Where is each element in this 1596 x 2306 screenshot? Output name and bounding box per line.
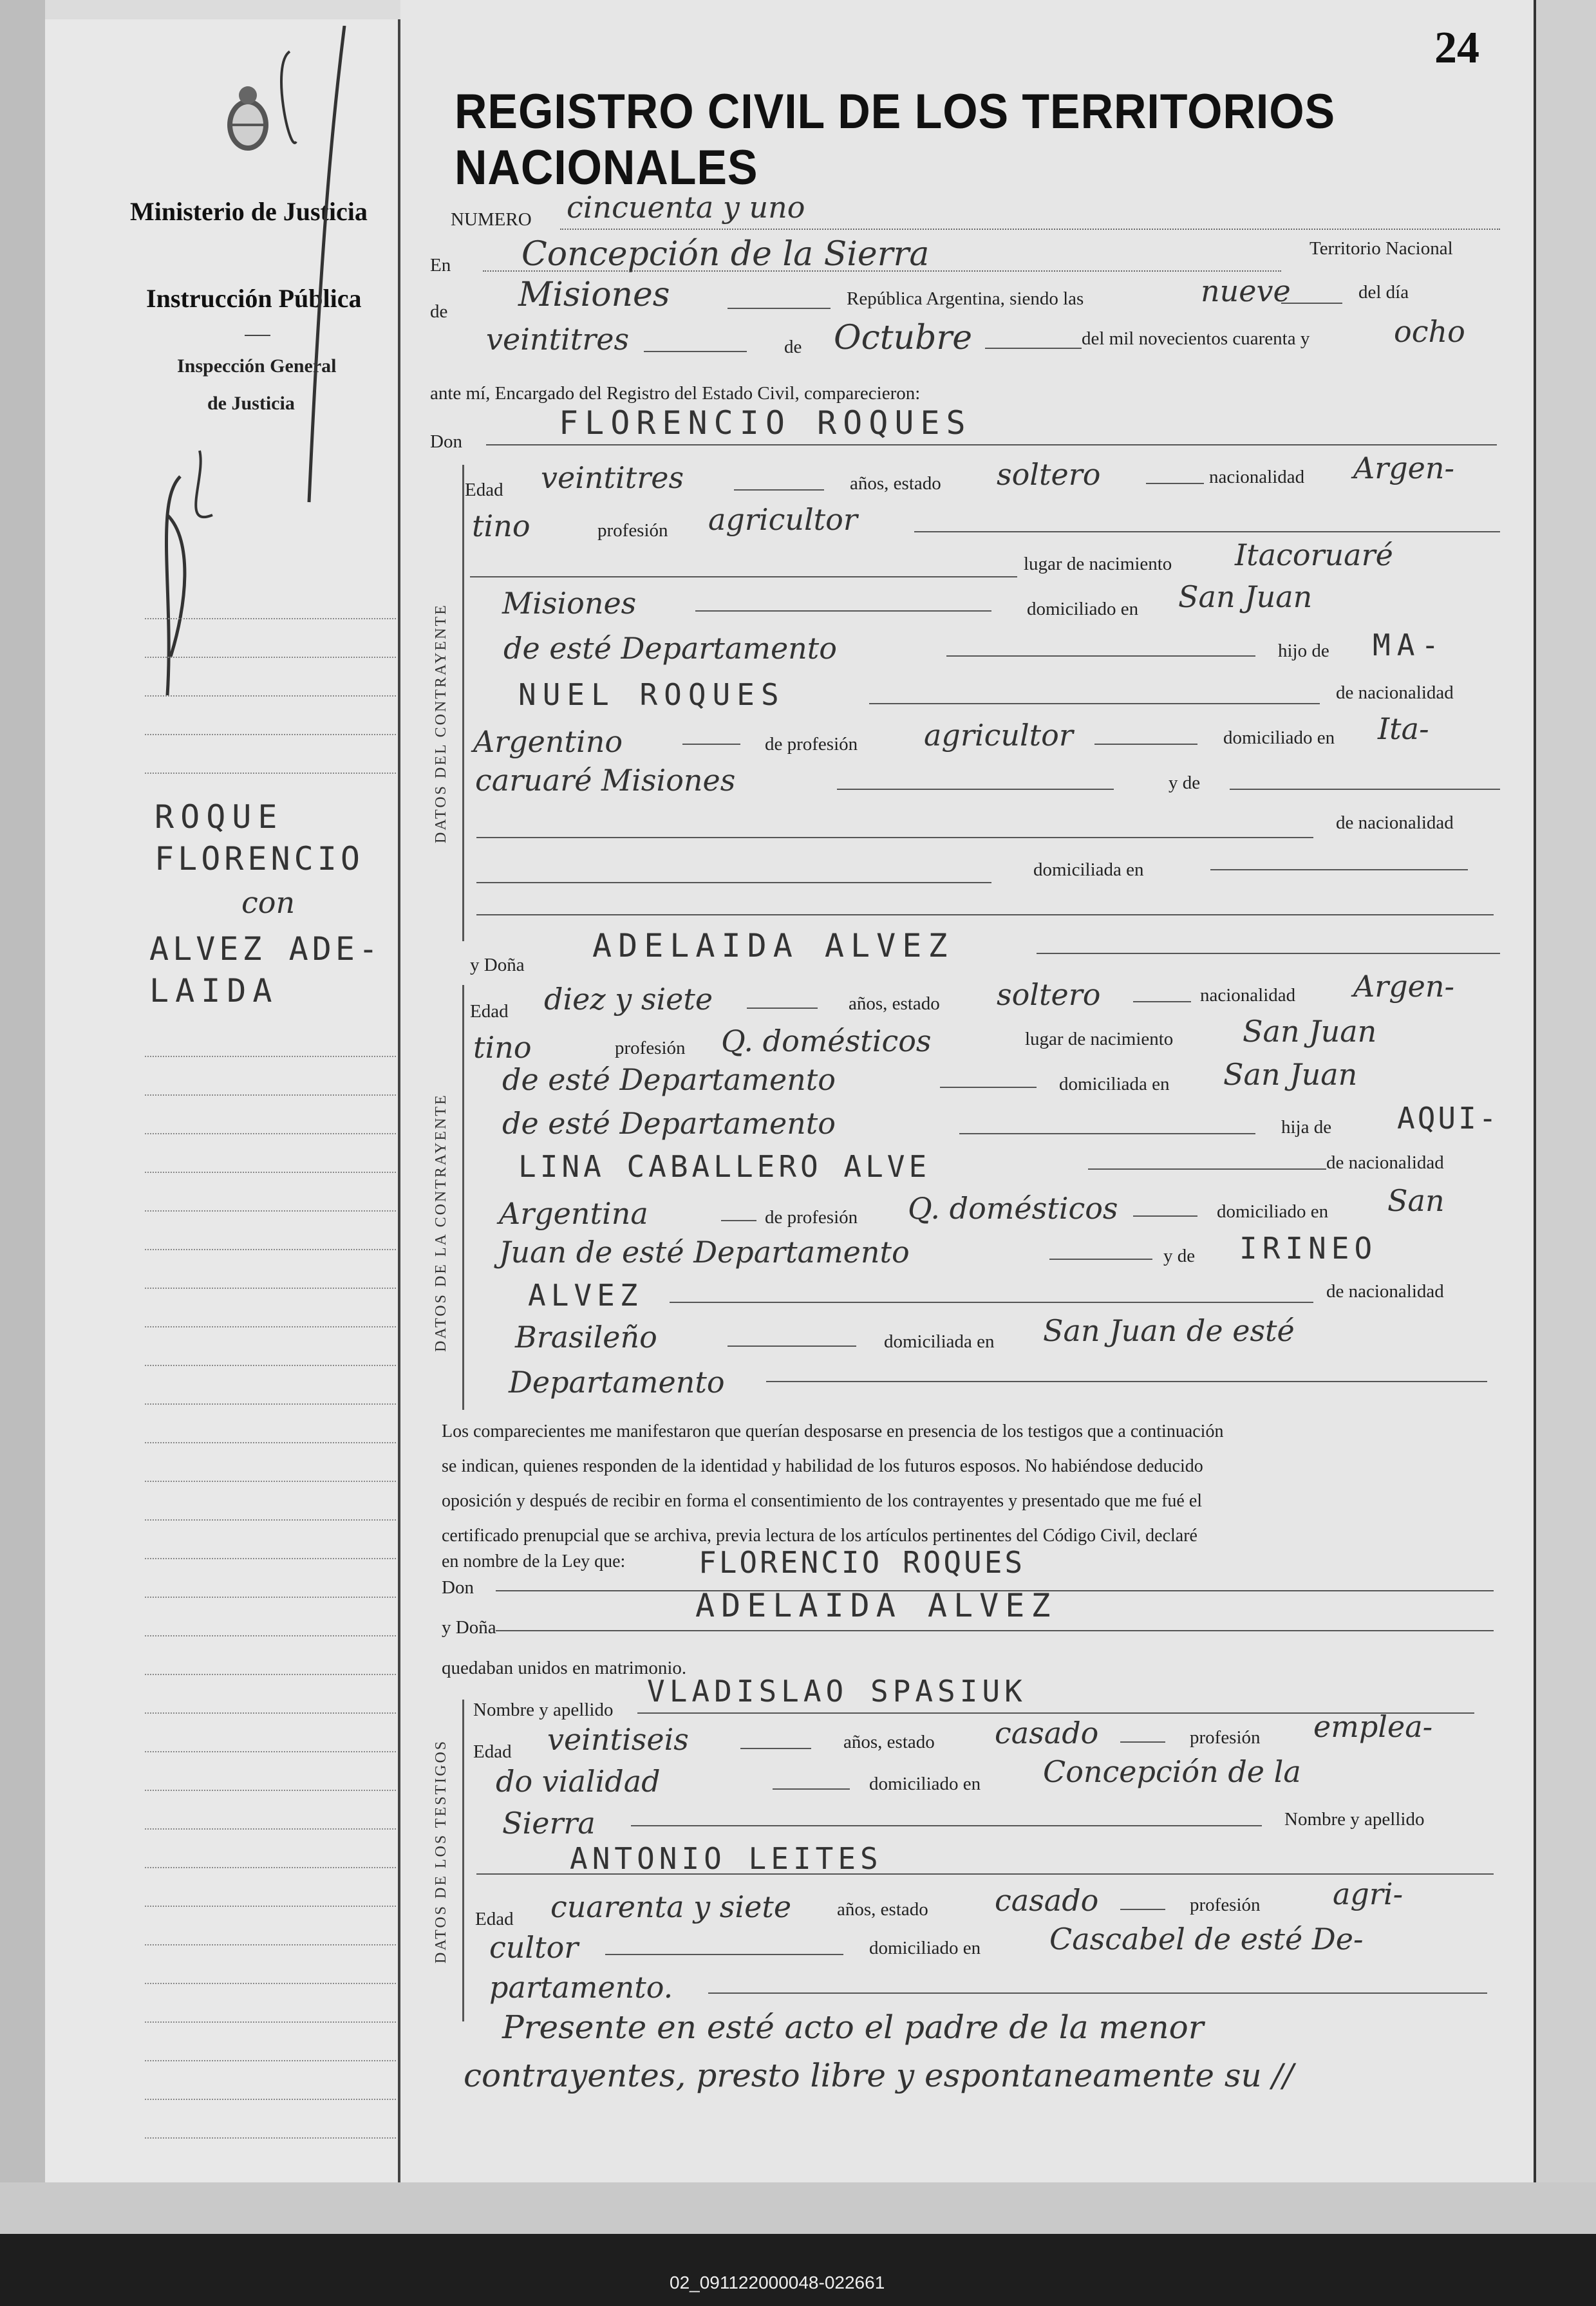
en-label: En xyxy=(430,255,451,276)
margin-line xyxy=(145,1172,396,1173)
declaration-line5: en nombre de la Ley que: xyxy=(442,1551,626,1571)
margin-line xyxy=(145,773,396,774)
contrayente-nac-label: nacionalidad xyxy=(1209,467,1305,487)
contrayente-padre-prof: agricultor xyxy=(924,718,1073,753)
declaration-don-label: Don xyxy=(442,1577,474,1598)
testigo1-nombre-label: Nombre y apellido xyxy=(473,1700,614,1720)
republica-label: República Argentina, siendo las xyxy=(847,288,1084,309)
contrayente-y-de-label: y de xyxy=(1169,773,1201,793)
testigo1-dom-label: domiciliado en xyxy=(869,1774,981,1794)
contrayenta-madre-prof: Q. domésticos xyxy=(908,1191,1118,1226)
anio-value: ocho xyxy=(1394,314,1465,349)
contrayente-lugar-b: Misiones xyxy=(502,586,637,621)
contrayenta-madre-nac-line xyxy=(721,1220,756,1221)
declaration-don: FLORENCIO ROQUES xyxy=(699,1545,1026,1580)
margin-line xyxy=(145,1210,396,1212)
contrayente-madre-nac-label: de nacionalidad xyxy=(1336,812,1454,833)
contrayente-nac-b: tino xyxy=(472,509,530,543)
contrayente-edad: veintitres xyxy=(541,460,684,495)
numero-label: NUMERO xyxy=(451,209,532,230)
contrayenta-edad-line xyxy=(747,1008,818,1009)
contrayente-padre-nac: Argentino xyxy=(473,724,623,759)
testigo2-estado: casado xyxy=(995,1883,1099,1918)
declaration-closing: quedaban unidos en matrimonio. xyxy=(442,1658,687,1678)
padre-dom-b-line xyxy=(837,789,1114,790)
testigo2-dom-b: partamento. xyxy=(489,1970,673,2005)
testigo2-anios-label: años, estado xyxy=(837,1899,928,1920)
page-number: 24 xyxy=(1434,23,1479,73)
contrayente-de-prof-label: de profesión xyxy=(765,734,858,755)
contrayente-padre-b: NUEL ROQUES xyxy=(518,677,785,712)
margin-line xyxy=(145,1712,396,1714)
contrayente-profesion: agricultor xyxy=(708,502,858,537)
dia-line xyxy=(644,351,747,352)
del-dia-label: del día xyxy=(1358,282,1409,303)
margin-line xyxy=(145,1828,396,1830)
declaration-line4: certificado prenupcial que se archiva, previa lectura de los artículos pertinentes del Código Civil, declaré xyxy=(442,1526,1197,1546)
margin-line xyxy=(145,1597,396,1598)
contrayenta-madre-dom-a: San xyxy=(1387,1183,1445,1218)
testigo1-prof-b: do vialidad xyxy=(496,1764,661,1799)
page-title: REGISTRO CIVIL DE LOS TERRITORIOS NACIONALES xyxy=(455,84,1336,195)
testigo2-prof-b: cultor xyxy=(489,1930,579,1965)
testigo1-estado-line xyxy=(1120,1741,1165,1743)
contrayente-nac-a: Argen- xyxy=(1353,451,1455,485)
margin-line xyxy=(145,1249,396,1250)
contrayenta-lugar-b-line xyxy=(940,1087,1037,1088)
testigo1-edad-label: Edad xyxy=(473,1741,512,1762)
testigo1-prof-a: emplea- xyxy=(1313,1709,1433,1744)
ante-mi-text: ante mí, Encargado del Registro del Estado Civil, comparecieron: xyxy=(430,383,921,404)
contrayenta-estado-line xyxy=(1133,1001,1191,1002)
padre-prof-line xyxy=(1094,744,1197,745)
contrayenta-padre-dom-b: Departamento xyxy=(509,1365,725,1400)
contrayente-edad-label: Edad xyxy=(465,480,503,500)
testigo2-edad: cuarenta y siete xyxy=(550,1889,792,1924)
contrayente-de-nac-label: de nacionalidad xyxy=(1336,682,1454,703)
contrayente-prof-label: profesión xyxy=(597,520,668,541)
margin-line xyxy=(145,1983,396,1984)
testigo1-edad-line xyxy=(740,1748,811,1749)
margin-line xyxy=(145,1790,396,1791)
hora-line xyxy=(1281,303,1342,304)
padre-b-line xyxy=(869,703,1320,704)
testigo2-edad-label: Edad xyxy=(475,1909,514,1929)
contrayenta-padre-nac-label: de nacionalidad xyxy=(1326,1281,1444,1302)
contrayenta-madre-a: AQUI- xyxy=(1397,1101,1499,1136)
margin-line xyxy=(145,1365,396,1366)
mes-line xyxy=(985,348,1082,349)
testigo1-prof-b-line xyxy=(773,1788,850,1790)
contrayenta-padre-nac: Brasileño xyxy=(515,1320,657,1355)
footer-bar xyxy=(0,2234,1596,2306)
contrayenta-dom-a: San Juan xyxy=(1223,1057,1358,1092)
profesion-line xyxy=(914,531,1500,532)
contrayenta-nombre: ADELAIDA ALVEZ xyxy=(592,927,954,964)
lugar-value: Concepción de la Sierra xyxy=(521,235,930,274)
right-edge xyxy=(1536,0,1596,2234)
contrayenta-de-prof-label: de profesión xyxy=(765,1207,858,1228)
contrayente-dom-label: domiciliado en xyxy=(1027,599,1139,619)
de-label: de xyxy=(430,301,448,322)
madre-dom-blank xyxy=(476,882,991,883)
contrayenta-madre-b-line xyxy=(1088,1168,1326,1170)
declaration-line3: oposición y después de recibir en forma el consentimiento de los contrayentes y presentado que me fué el xyxy=(442,1491,1203,1511)
contrayente-dom-b: de esté Departamento xyxy=(503,631,837,666)
testigo1-edad: veintiseis xyxy=(547,1722,689,1757)
contrayenta-padre-b: ALVEZ xyxy=(528,1278,643,1313)
contrayente-hijo-label: hijo de xyxy=(1278,641,1329,661)
contrayente-bracket xyxy=(462,465,471,941)
contrayenta-dom-b: de esté Departamento xyxy=(502,1106,836,1141)
contrayenta-lugar-label: lugar de nacimiento xyxy=(1025,1029,1174,1049)
estado-line xyxy=(1146,483,1204,484)
contrayente-dom-a: San Juan xyxy=(1178,579,1313,614)
ministry-line1: Ministerio de Justicia xyxy=(130,197,368,226)
margin-note-line2: FLORENCIO xyxy=(155,840,364,877)
declaration-dona-label: y Doña xyxy=(442,1617,496,1638)
blank-line xyxy=(470,576,1017,577)
margin-line xyxy=(145,1133,396,1134)
territorio-value: Misiones xyxy=(518,276,670,314)
territorio-label: Territorio Nacional xyxy=(1310,238,1453,259)
contrayenta-edad-label: Edad xyxy=(470,1001,509,1022)
margin-line xyxy=(145,1944,396,1945)
territorio-line xyxy=(728,308,831,309)
testigo2-prof-label: profesión xyxy=(1190,1895,1261,1915)
testigo2-dom-a: Cascabel de esté De- xyxy=(1049,1922,1364,1956)
contrayenta-madre-dom-b: Juan de esté Departamento xyxy=(499,1235,910,1270)
contrayenta-madre-dom-b-line xyxy=(1049,1259,1152,1260)
edad-line xyxy=(734,489,824,491)
margin-note-line1: ROQUE xyxy=(155,798,284,836)
contrayenta-madre-prof-line xyxy=(1133,1215,1197,1217)
margin-line xyxy=(145,1906,396,1907)
contrayenta-de-nac-label: de nacionalidad xyxy=(1326,1152,1444,1173)
contrayente-padre-dom-label: domiciliado en xyxy=(1223,727,1335,748)
testigo2-prof-b-line xyxy=(605,1954,843,1955)
margin-line xyxy=(145,1751,396,1752)
hora-value: nueve xyxy=(1201,274,1291,308)
contrayenta-lugar-a: San Juan xyxy=(1243,1014,1377,1049)
contrayenta-nac-b: tino xyxy=(473,1030,532,1065)
declaration-line1: Los comparecientes me manifestaron que querían desposarse en presencia de los testigos que a continuación xyxy=(442,1421,1224,1441)
declaration-dona: ADELAIDA ALVEZ xyxy=(695,1587,1057,1624)
contrayenta-prof-label: profesión xyxy=(615,1038,686,1058)
contrayente-lugar-label: lugar de nacimiento xyxy=(1024,554,1172,574)
contrayenta-bracket xyxy=(462,985,471,1410)
contrayente-madre-dom-label: domiciliada en xyxy=(1033,859,1144,880)
testigos-bracket xyxy=(462,1700,471,2021)
anio-label: del mil novecientos cuarenta y xyxy=(1082,328,1310,349)
lugar-line xyxy=(483,270,1281,272)
de-mes-label: de xyxy=(784,337,802,357)
dia-value: veintitres xyxy=(486,322,630,357)
margin-line xyxy=(145,2060,396,2061)
contrayenta-padre-b-line xyxy=(670,1302,1313,1303)
contrayente-nombre-line xyxy=(486,444,1497,445)
testigo2-nombre: ANTONIO LEITES xyxy=(570,1841,883,1876)
contrayente-lugar-a: Itacoruaré xyxy=(1235,538,1393,572)
margin-line xyxy=(145,1056,396,1057)
testigo1-anios-label: años, estado xyxy=(843,1732,935,1752)
lugar-b-line xyxy=(695,610,991,612)
madre-nac-blank xyxy=(476,837,1313,838)
contrayenta-nac-label: nacionalidad xyxy=(1200,985,1296,1006)
contrayenta-edad: diez y siete xyxy=(544,982,713,1017)
margin-line xyxy=(145,618,396,619)
testigo1-prof-label: profesión xyxy=(1190,1727,1261,1748)
annotation-line2: contrayentes, presto libre y espontaneamente su // xyxy=(464,2057,1294,2094)
margin-line xyxy=(145,1867,396,1868)
contrayenta-nombre-line xyxy=(1037,953,1500,954)
margin-line xyxy=(145,734,396,735)
margin-line xyxy=(145,2099,396,2100)
contrayente-padre-dom-a: Ita- xyxy=(1378,711,1429,746)
numero-value: cincuenta y uno xyxy=(567,190,805,225)
margin-line xyxy=(145,695,396,697)
contrayenta-madre-dom-label: domiciliado en xyxy=(1217,1201,1329,1222)
testigo1-estado: casado xyxy=(995,1716,1099,1750)
margin-line xyxy=(145,1674,396,1675)
madre-dom-line xyxy=(1210,869,1468,870)
testigo1-nombre: VLADISLAO SPASIUK xyxy=(647,1674,1027,1709)
footer-code: 02_091122000048-022661 xyxy=(670,2273,885,2292)
margin-line xyxy=(145,1481,396,1482)
contrayenta-dom-label: domiciliada en xyxy=(1059,1074,1170,1094)
contrayenta-y-de-label: y de xyxy=(1163,1246,1196,1266)
margin-line xyxy=(145,1326,396,1327)
margin-line xyxy=(145,2137,396,2139)
dona-label: y Doña xyxy=(470,955,525,975)
contrayenta-nac-a: Argen- xyxy=(1353,969,1455,1004)
testigo2-nombre-label: Nombre y apellido xyxy=(1284,1809,1425,1830)
contrayente-padre-dom-b: caruaré Misiones xyxy=(475,763,736,798)
testigo2-dom-label: domiciliado en xyxy=(869,1938,981,1958)
contrayente-padre-a: MA- xyxy=(1373,628,1446,662)
contrayenta-padre-dom-a: San Juan de esté xyxy=(1043,1313,1295,1348)
annotation-line1: Presente en esté acto el padre de la menor xyxy=(502,2009,1204,2046)
testigo1-dom-b-line xyxy=(631,1825,1262,1826)
inspection-line1: Inspección General xyxy=(177,355,337,377)
contrayenta-hija-label: hija de xyxy=(1281,1117,1332,1138)
margin-line xyxy=(145,1442,396,1443)
margin-line xyxy=(145,1403,396,1405)
margin-line xyxy=(145,657,396,658)
contrayente-estado: soltero xyxy=(997,457,1101,492)
declaration-line2: se indican, quienes responden de la identidad y habilidad de los futuros esposos. No habiéndose deducido xyxy=(442,1456,1203,1476)
margin-line xyxy=(145,2021,396,2023)
extra-line xyxy=(476,914,1494,915)
margin-line xyxy=(145,1288,396,1289)
testigo1-dom-b: Sierra xyxy=(502,1806,596,1841)
contrayente-section-label: DATOS DEL CONTRAYENTE xyxy=(433,603,449,843)
margin-line xyxy=(145,1558,396,1559)
don-label: Don xyxy=(430,431,462,452)
testigo2-prof-a: agri- xyxy=(1333,1877,1404,1911)
binding-edge xyxy=(0,0,45,2234)
bottom-edge xyxy=(0,2182,1596,2234)
ministry-line2: Instrucción Pública xyxy=(146,284,362,313)
testigo2-estado-line xyxy=(1120,1909,1165,1910)
contrayenta-madre-b: LINA CABALLERO ALVE xyxy=(518,1149,931,1184)
contrayenta-lugar-b: de esté Departamento xyxy=(502,1062,836,1097)
margin-note-line5: LAIDA xyxy=(149,972,279,1009)
contrayenta-padre-dom-b-line xyxy=(766,1381,1487,1382)
contrayenta-padre-a: IRINEO xyxy=(1239,1231,1378,1266)
contrayenta-dom-b-line xyxy=(959,1133,1255,1134)
contrayenta-padre-nac-line xyxy=(728,1345,856,1347)
contrayenta-anios-label: años, estado xyxy=(849,993,940,1014)
dom-b-line xyxy=(946,655,1255,657)
contrayenta-estado: soltero xyxy=(997,977,1101,1012)
contrayente-nombre: FLORENCIO ROQUES xyxy=(559,404,972,442)
margin-line xyxy=(145,1519,396,1521)
margin-line xyxy=(145,1635,396,1636)
margin-note-line3: con xyxy=(241,885,296,920)
testigo1-dom-a: Concepción de la xyxy=(1043,1754,1301,1789)
numero-line xyxy=(560,229,1500,230)
madre-name-line xyxy=(1230,789,1500,790)
declaration-dona-line xyxy=(496,1630,1494,1631)
margin-note-line4: ALVEZ ADE- xyxy=(149,930,382,968)
contrayenta-section-label: DATOS DE LA CONTRAYENTE xyxy=(433,1093,449,1352)
contrayenta-madre-nac: Argentina xyxy=(499,1196,648,1231)
margin-line xyxy=(145,1094,396,1096)
testigo2-dom-b-line xyxy=(708,1992,1487,1994)
mes-value: Octubre xyxy=(834,319,973,357)
contrayenta-padre-dom-label: domiciliada en xyxy=(884,1331,995,1352)
margin-signature xyxy=(142,26,361,695)
contrayente-anios-label: años, estado xyxy=(850,473,941,494)
testigos-section-label: DATOS DE LOS TESTIGOS xyxy=(433,1739,449,1964)
testigo2-nombre-line xyxy=(476,1873,1494,1875)
padre-nac-line xyxy=(682,744,740,745)
inspection-line2: de Justicia xyxy=(207,393,295,414)
contrayenta-profesion: Q. domésticos xyxy=(721,1024,932,1058)
